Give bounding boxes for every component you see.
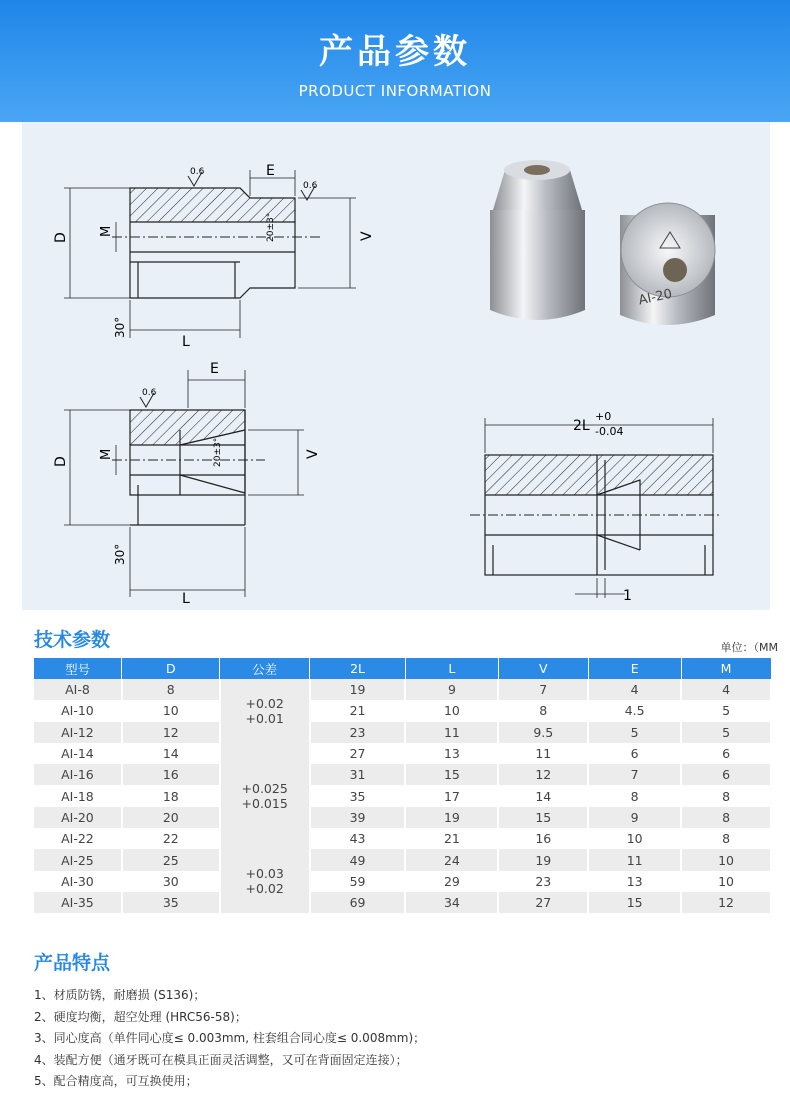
drawing-bottom-left (50, 355, 390, 605)
table-cell: 18 (122, 785, 220, 806)
table-cell: 10 (588, 828, 681, 849)
table-cell: 10 (681, 849, 771, 870)
table-cell: 13 (588, 871, 681, 892)
table-cell: AI-14 (34, 743, 122, 764)
table-cell: 19 (405, 807, 498, 828)
table-cell: 35 (122, 892, 220, 913)
page-title: 产品参数 (319, 32, 471, 72)
dim-V: V (305, 449, 321, 459)
tolerance-upper: +0.02 (245, 695, 284, 711)
features-list (34, 985, 425, 1093)
table-cell: 49 (310, 849, 406, 870)
table-cell: 69 (310, 892, 406, 913)
table-row (34, 785, 771, 806)
table-cell: 8 (122, 679, 220, 700)
table-cell: 25 (122, 849, 220, 870)
table-row (34, 764, 771, 785)
table-cell: 27 (310, 743, 406, 764)
table-row (34, 722, 771, 743)
tolerance-upper: +0.03 (245, 866, 284, 882)
table-cell: 34 (405, 892, 498, 913)
col-header: V (498, 658, 588, 679)
table-row (34, 743, 771, 764)
spec-table (34, 658, 772, 913)
table-cell: 11 (498, 743, 588, 764)
table-cell: 4 (681, 679, 771, 700)
table-cell: 14 (498, 785, 588, 806)
table-row (34, 807, 771, 828)
table-cell: AI-35 (34, 892, 122, 913)
table-row (34, 679, 771, 700)
roughness: 0.6 (142, 388, 157, 398)
tolerance-lower: +0.015 (241, 796, 288, 812)
dim-M: M (99, 225, 114, 237)
dim-angle: 20±3° (213, 437, 223, 467)
dim-E: E (210, 361, 219, 377)
table-cell: 8 (681, 785, 771, 806)
table-cell: 8 (498, 700, 588, 721)
dim-D: D (53, 232, 69, 243)
table-cell: 10 (405, 700, 498, 721)
list-item: 4、装配方便（通牙既可在模具正面灵活调整，又可在背面固定连接）； (34, 1052, 408, 1067)
table-row (34, 828, 771, 849)
col-header: 公差 (220, 658, 310, 679)
col-header: M (681, 658, 771, 679)
dim-tol-upper: +0 (595, 410, 612, 423)
table-cell: AI-25 (34, 849, 122, 870)
spec-section-title: 技术参数 (34, 629, 111, 651)
table-cell: 5 (681, 700, 771, 721)
table-cell: AI-18 (34, 785, 122, 806)
col-header: 型号 (34, 658, 122, 679)
table-cell: AI-10 (34, 700, 122, 721)
table-row (34, 700, 771, 721)
page-header (0, 0, 790, 122)
table-cell: 17 (405, 785, 498, 806)
roughness-1: 0.6 (190, 167, 205, 177)
tolerance-upper: +0.025 (241, 781, 288, 797)
col-header: D (122, 658, 220, 679)
table-cell: 5 (588, 722, 681, 743)
table-cell: 10 (681, 871, 771, 892)
col-header: 2L (310, 658, 406, 679)
table-cell: 8 (681, 807, 771, 828)
table-row (34, 892, 771, 913)
table-cell: 4.5 (588, 700, 681, 721)
table-cell: AI-30 (34, 871, 122, 892)
table-cell: AI-22 (34, 828, 122, 849)
dim-2L: 2L (573, 418, 590, 434)
dim-chamfer: 30° (113, 543, 127, 565)
table-cell: 23 (310, 722, 406, 743)
table-cell: 22 (122, 828, 220, 849)
table-cell: 5 (681, 722, 771, 743)
dim-L: L (182, 591, 190, 605)
table-cell: 21 (310, 700, 406, 721)
table-cell: 19 (310, 679, 406, 700)
table-cell: 43 (310, 828, 406, 849)
table-cell: 6 (681, 743, 771, 764)
table-cell: AI-8 (34, 679, 122, 700)
tolerance-cell (220, 743, 310, 849)
table-cell: AI-12 (34, 722, 122, 743)
roughness-2: 0.6 (303, 181, 318, 191)
dim-angle: 20±3° (266, 212, 276, 242)
table-cell: 12 (122, 722, 220, 743)
table-cell: 29 (405, 871, 498, 892)
table-row (34, 849, 771, 870)
bushing-side-view (490, 160, 585, 320)
bushing-face-view (620, 203, 715, 325)
table-cell: 6 (681, 764, 771, 785)
table-cell: 7 (588, 764, 681, 785)
dim-E: E (266, 163, 275, 179)
tolerance-lower: +0.02 (245, 881, 284, 897)
table-cell: 16 (498, 828, 588, 849)
table-cell: 15 (498, 807, 588, 828)
dim-D: D (53, 456, 69, 467)
table-cell: 39 (310, 807, 406, 828)
dim-tol-lower: -0.04 (595, 425, 624, 438)
table-cell: 12 (498, 764, 588, 785)
drawing-top-left (50, 160, 390, 350)
dim-L: L (182, 334, 190, 350)
table-cell: 12 (681, 892, 771, 913)
table-header-row (34, 658, 771, 679)
table-cell: 9 (405, 679, 498, 700)
tolerance-lower: +0.01 (245, 710, 284, 726)
table-cell: 4 (588, 679, 681, 700)
engraving-label: AI-20 (637, 286, 674, 309)
dim-V: V (359, 231, 375, 241)
list-item: 5、配合精度高，可互换使用； (34, 1074, 198, 1088)
table-cell: 7 (498, 679, 588, 700)
tolerance-cell (220, 849, 310, 913)
table-cell: 15 (588, 892, 681, 913)
col-header: E (588, 658, 681, 679)
features-section-title: 产品特点 (34, 952, 111, 974)
table-cell: 14 (122, 743, 220, 764)
col-header: L (405, 658, 498, 679)
table-cell: 16 (122, 764, 220, 785)
table-cell: 11 (405, 722, 498, 743)
table-cell: 23 (498, 871, 588, 892)
page-subtitle: PRODUCT INFORMATION (298, 82, 492, 100)
dim-chamfer: 30° (113, 316, 127, 338)
table-cell: 13 (405, 743, 498, 764)
dim-gap: 1 (623, 588, 632, 604)
dim-M: M (99, 448, 114, 460)
table-cell: 30 (122, 871, 220, 892)
table-cell: 6 (588, 743, 681, 764)
unit-label: 单位：（MM (720, 641, 778, 654)
table-cell: 10 (122, 700, 220, 721)
list-item: 1、材质防锈，耐磨损 (S136)； (34, 988, 206, 1002)
table-cell: 8 (588, 785, 681, 806)
table-cell: 15 (405, 764, 498, 785)
list-item: 2、硬度均衡，超空处理 (HRC56-58)； (34, 1009, 247, 1024)
list-item: 3、同心度高（单件同心度≤ 0.003mm, 柱套组合同心度≤ 0.008mm)； (34, 1031, 426, 1045)
product-photo (470, 150, 730, 340)
tolerance-cell (220, 679, 310, 743)
table-cell: 19 (498, 849, 588, 870)
table-cell: 21 (405, 828, 498, 849)
drawing-assembly (465, 400, 725, 610)
table-cell: 59 (310, 871, 406, 892)
table-cell: 9.5 (498, 722, 588, 743)
table-row (34, 871, 771, 892)
table-cell: 35 (310, 785, 406, 806)
table-cell: AI-16 (34, 764, 122, 785)
table-cell: 8 (681, 828, 771, 849)
table-cell: 24 (405, 849, 498, 870)
table-cell: 11 (588, 849, 681, 870)
table-cell: 27 (498, 892, 588, 913)
table-cell: 31 (310, 764, 406, 785)
table-cell: 9 (588, 807, 681, 828)
table-cell: 20 (122, 807, 220, 828)
table-cell: AI-20 (34, 807, 122, 828)
